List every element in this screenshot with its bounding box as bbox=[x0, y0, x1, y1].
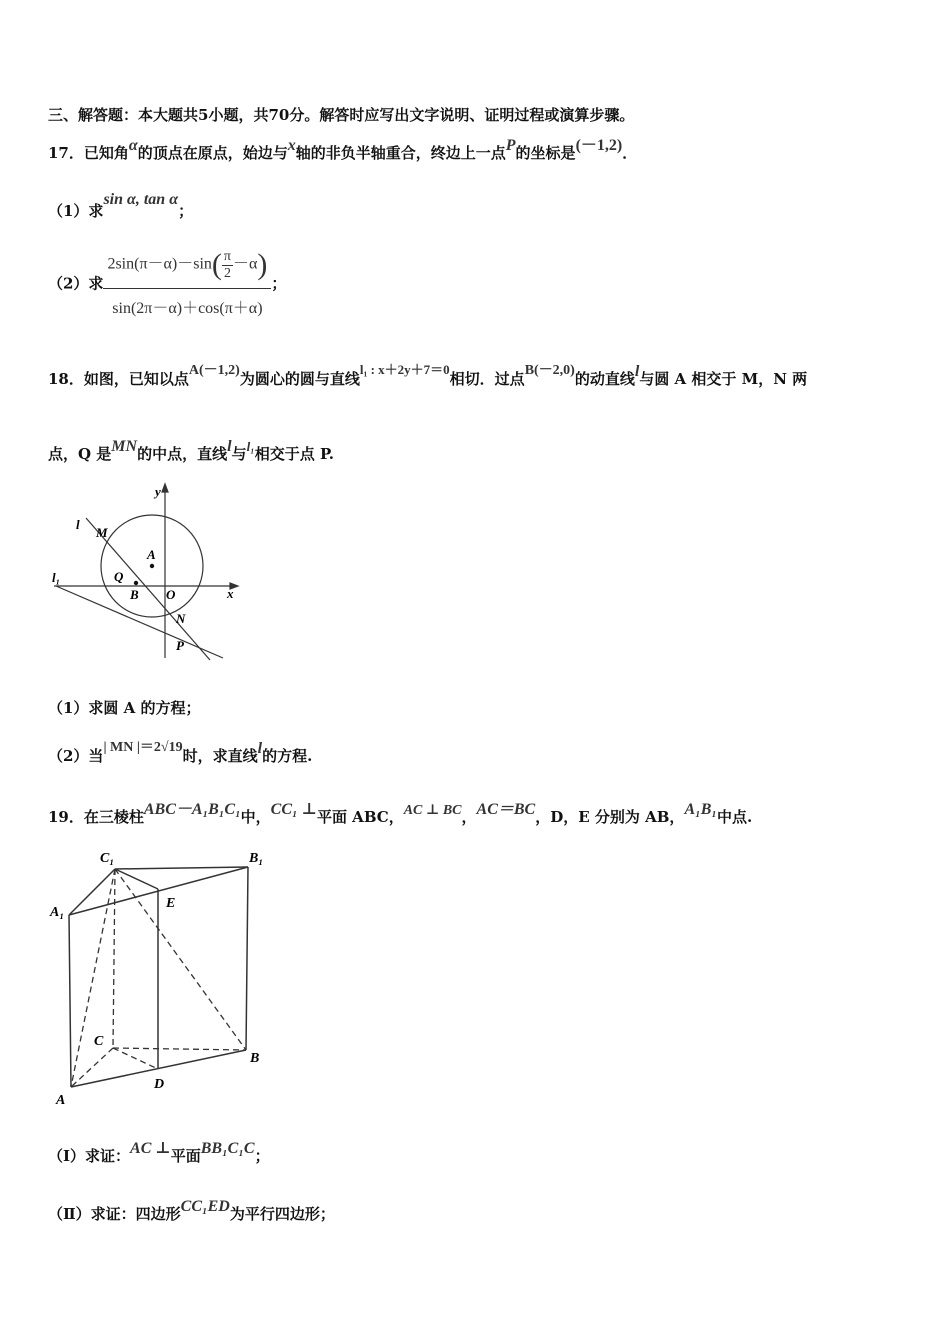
q18-l-2: l bbox=[227, 438, 232, 455]
y-axis-arrow bbox=[162, 484, 168, 492]
q17-part2-denominator: sin(2π－α)＋cos(π＋α) bbox=[112, 300, 263, 317]
q18-part2-a: （2）当 bbox=[48, 747, 104, 765]
q17-stem-a: 17．已知角 bbox=[48, 144, 129, 162]
fig-label-a1: A₁ bbox=[50, 905, 65, 920]
q19-part1-end: ； bbox=[254, 1147, 270, 1165]
q18-text-b: 为圆心的圆与直线 bbox=[239, 370, 360, 388]
fig-label-a: A bbox=[56, 1093, 66, 1108]
fig-label-c1: C₁ bbox=[100, 851, 115, 866]
edge-c1c bbox=[113, 869, 115, 1048]
q18-text-a: 18．如图，已知以点 bbox=[48, 370, 189, 388]
section-title: 三、解答题：本大题共5小题，共70分。解答时应写出文字说明、证明过程或演算步骤。 bbox=[48, 106, 635, 124]
q17-part2-label: （2）求 bbox=[48, 274, 104, 293]
edge-c1b bbox=[115, 869, 246, 1050]
q19-text-c: 平面 ABC， bbox=[316, 808, 404, 826]
fig-label-y: y bbox=[155, 484, 161, 499]
q17-part2-end: ； bbox=[271, 274, 287, 293]
fig-label-b: B bbox=[250, 1051, 260, 1066]
fig-label-x: x bbox=[227, 586, 234, 601]
q18-part2-expr: | MN |＝2√19 bbox=[103, 740, 183, 755]
q19-part1-a: （Ⅰ）求证： bbox=[48, 1147, 131, 1165]
q19-text-d: ， bbox=[461, 808, 477, 826]
q18-l1-2: l₁ bbox=[246, 439, 255, 454]
q19-text-a: 19．在三棱柱 bbox=[48, 808, 144, 826]
q17-part2-num-b: －α bbox=[232, 255, 258, 273]
q17-stem-b: 的顶点在原点，始边与 bbox=[137, 144, 288, 162]
q19-part2-a: （Ⅱ）求证：四边形 bbox=[48, 1205, 181, 1223]
pi-denominator: 2 bbox=[223, 265, 231, 281]
center-a-dot bbox=[150, 564, 154, 568]
q18-l: l bbox=[634, 363, 640, 380]
fig-label-m: M bbox=[96, 525, 108, 540]
edge-c1a bbox=[71, 869, 115, 1087]
q17-part1-label: （1）求 bbox=[48, 202, 104, 220]
q18-stem-line2 bbox=[48, 438, 334, 464]
q19-stem bbox=[48, 801, 753, 827]
q18-text-h: 与 bbox=[231, 445, 247, 463]
fig-label-c: C bbox=[94, 1034, 104, 1049]
q19-part1 bbox=[48, 1140, 270, 1166]
q19-text-e: ，D，E 分别为 AB， bbox=[535, 808, 685, 826]
q18-part2-l: l bbox=[257, 740, 263, 757]
fig-label-q: Q bbox=[114, 569, 124, 584]
fig-label-b: B bbox=[130, 587, 139, 602]
q19-text-b: 中， bbox=[240, 808, 271, 826]
point-q-dot bbox=[134, 581, 138, 585]
q19-cc1-perp: CC₁ ⊥ bbox=[270, 801, 317, 818]
q19-ac-eq-bc: AC＝BC bbox=[476, 801, 536, 818]
q19-part2 bbox=[48, 1198, 335, 1224]
q19-part2-b: 为平行四边形； bbox=[229, 1205, 335, 1223]
q17-part2-pi-over-2 bbox=[222, 249, 233, 282]
q19-part2-quad: CC₁ED bbox=[180, 1198, 230, 1215]
q17-x: x bbox=[287, 137, 296, 154]
q17-part2 bbox=[48, 248, 286, 318]
edge-b1b bbox=[246, 867, 248, 1050]
q19-part1-plane: BB₁C₁C bbox=[200, 1140, 255, 1157]
q18-point-a: A(－1,2) bbox=[188, 363, 240, 378]
edge-cb bbox=[113, 1048, 246, 1050]
q17-stem-end: ． bbox=[622, 144, 638, 162]
q17-stem bbox=[48, 137, 638, 163]
q18-stem-line1 bbox=[48, 362, 808, 389]
q18-line-l1: l₁ : x＋2y＋7＝0 bbox=[359, 362, 450, 377]
q18-part2-c: 的方程. bbox=[262, 747, 313, 765]
fig-label-l1: l₁ bbox=[52, 570, 61, 585]
q19-figure bbox=[48, 842, 288, 1112]
q17-stem-c: 轴的非负半轴重合，终边上一点 bbox=[295, 144, 506, 162]
edge-cd bbox=[113, 1048, 158, 1069]
edge-c1b1 bbox=[115, 867, 248, 869]
q18-figure bbox=[48, 480, 258, 665]
q18-part2 bbox=[48, 740, 313, 766]
pi-numerator: π bbox=[223, 248, 231, 264]
q19-ac-perp-bc: AC ⊥ BC bbox=[403, 803, 462, 818]
q17-part1 bbox=[48, 191, 194, 221]
q18-text-g: 的中点，直线 bbox=[137, 445, 228, 463]
q17-part2-num-a: 2sin(π－α)－sin bbox=[107, 255, 212, 273]
q19-text-f: 中点. bbox=[716, 808, 753, 826]
q18-text-c: 相切．过点 bbox=[449, 370, 525, 388]
fig-label-b1: B₁ bbox=[249, 851, 264, 866]
q18-mn: MN bbox=[111, 438, 138, 455]
edge-ca bbox=[71, 1048, 113, 1087]
line-l1 bbox=[56, 586, 223, 658]
q19-part1-b: 平面 bbox=[170, 1147, 201, 1165]
q18-text-d: 的动直线 bbox=[574, 370, 635, 388]
fig-label-e: E bbox=[166, 896, 176, 911]
fig-label-o: O bbox=[166, 587, 176, 602]
q19-part1-expr: AC ⊥ bbox=[130, 1140, 171, 1157]
fig-label-n: N bbox=[176, 611, 186, 626]
q18-text-i: 相交于点 P. bbox=[254, 445, 334, 463]
edge-a1a bbox=[69, 915, 71, 1087]
q19-a1b1: A₁B₁ bbox=[684, 801, 717, 818]
q17-part2-fraction bbox=[103, 248, 271, 318]
q18-text-e: 与圆 A 相交于 M，N 两 bbox=[639, 370, 808, 388]
q17-part1-end: ； bbox=[178, 202, 194, 220]
q17-part1-expr: sin α, tan α bbox=[103, 191, 179, 208]
q17-point-p: P bbox=[505, 137, 516, 154]
q18-part1: （1）求圆 A 的方程； bbox=[48, 699, 201, 717]
fig-label-p: P bbox=[176, 638, 184, 653]
q17-alpha: α bbox=[128, 137, 138, 154]
q17-stem-d: 的坐标是 bbox=[515, 144, 576, 162]
q18-text-f: 点，Q 是 bbox=[48, 445, 112, 463]
q17-coord: (－1,2) bbox=[575, 137, 623, 154]
fig-label-d: D bbox=[154, 1077, 165, 1092]
q19-prism: ABC－A₁B₁C₁ bbox=[143, 801, 241, 818]
fig-label-a: A bbox=[147, 547, 156, 562]
q18-point-b: B(－2,0) bbox=[524, 363, 575, 378]
fig-label-l: l bbox=[76, 517, 80, 532]
q17-part2-numerator: 2sin(π－α)－sin( $\frac{\pi}{2}-\alpha$) bbox=[103, 248, 271, 289]
q18-part2-b: 时，求直线 bbox=[182, 747, 258, 765]
